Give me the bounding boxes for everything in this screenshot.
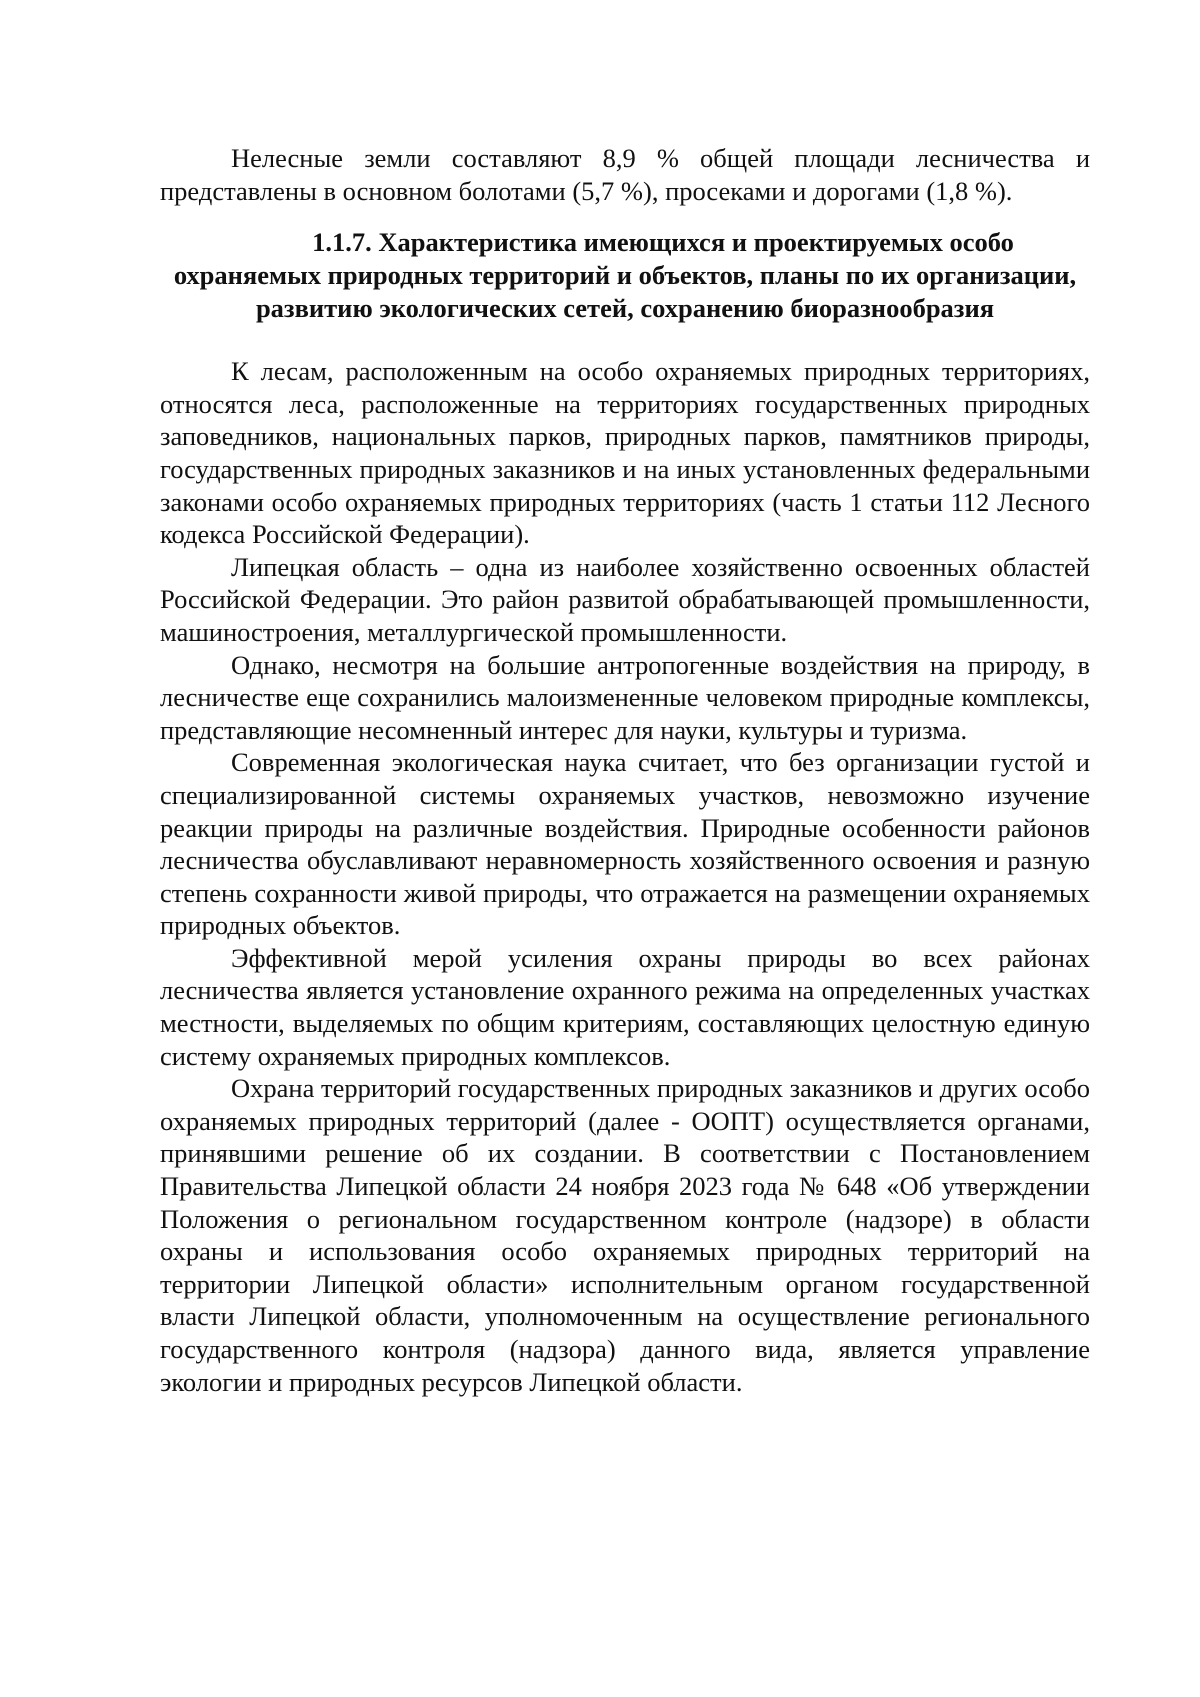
section-heading [160, 226, 1090, 325]
heading-line-1: 1.1.7. Характеристика имеющихся и проектируемых особо [312, 227, 1014, 258]
paragraph-natural-complexes: Однако, несмотря на большие антропогенные воздействия на природу, в лесничестве еще сохранились малоизмененные человеком природные комплексы, представляющие несомненный интерес для науки, культуры и туризма. [160, 649, 1090, 745]
paragraph-lipetsk-region: Липецкая область – одна из наиболее хозяйственно освоенных областей Российской Федерации. Это район развитой обрабатывающей промышленности, машиностроения, металлургической промышленности. [160, 551, 1090, 647]
paragraph-ecological-science: Современная экологическая наука считает, что без организации густой и специализированной системы охраняемых участков, невозможно изучение реакции природы на различные воздействия. Природные особенности районов лесничества обуславливают неравномерность хозяйственного освоения и разную степень сохранности живой природы, что отражается на размещении охраняемых природных объектов. [160, 747, 1090, 941]
heading-line-3: развитию экологических сетей, сохранению биоразнообразия [255, 293, 995, 324]
paragraph-protected-forests: К лесам, расположенным на особо охраняемых природных территориях, относятся леса, расположенные на территориях государственных природных заповедников, национальных парков, природных парков, памятников природы, государственных природных заказников и на иных установленных федеральными законами особо охраняемых природных территориях (часть 1 статьи 112 Лесного кодекса Российской Федерации). [160, 356, 1090, 550]
document-page [160, 142, 1090, 1398]
paragraph-oopt-protection: Охрана территорий государственных природных заказников и других особо охраняемых природных территорий (далее - ООПТ) осуществляется органами, принявшими решение об их создании. В соответствии с Постановлением Правительства Липецкой области 24 ноября 2023 года № 648 «Об утверждении Положения о региональном государственном контроле (надзоре) в области охраны и использования особо охраняемых природных территорий на территории Липецкой области» исполнительным органом государственной власти Липецкой области, уполномоченным на осуществление регионального государственного контроля (надзора) данного вида, является управление экологии и природных ресурсов Липецкой области. [160, 1073, 1090, 1397]
paragraph-protection-measures: Эффективной мерой усиления охраны природы во всех районах лесничества является установление охранного режима на определенных участках местности, выделяемых по общим критериям, составляющих целостную единую систему охраняемых природных комплексов. [160, 942, 1090, 1071]
paragraph-non-forest-lands: Нелесные земли составляют 8,9 % общей площади лесничества и представлены в основном болотами (5,7 %), просеками и дорогами (1,8 %). [160, 143, 1090, 206]
heading-line-2: охраняемых природных территорий и объектов, планы по их организации, [173, 260, 1077, 291]
